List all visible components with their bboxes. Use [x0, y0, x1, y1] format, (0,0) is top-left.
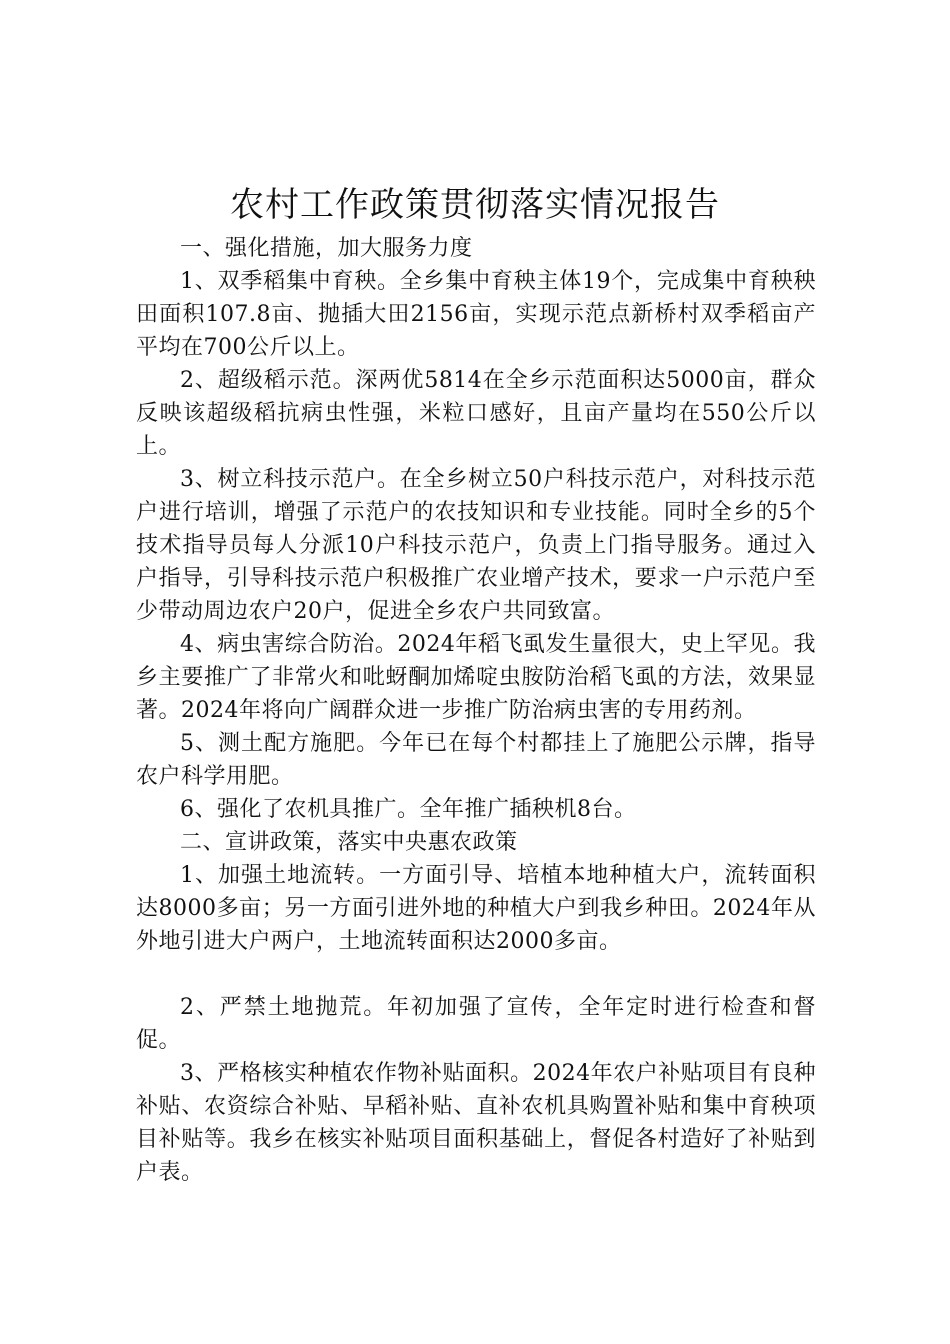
document-body — [136, 232, 816, 1189]
paragraph-1-5: 5、测土配方施肥。今年已在每个村都挂上了施肥公示牌，指导农户科学用肥。 — [136, 731, 816, 789]
paragraph-1-1: 1、双季稻集中育秧。全乡集中育秧主体19个，完成集中育秧秧田面积107.8亩、抛插大田2156亩，实现示范点新桥村双季稻亩产平均在700公斤以上。 — [136, 269, 816, 360]
paragraph-2-2: 2、严禁土地抛荒。年初加强了宣传，全年定时进行检查和督促。 — [136, 995, 816, 1053]
section-heading-1: 一、强化措施，加大服务力度 — [180, 236, 473, 261]
paragraph-1-4: 4、病虫害综合防治。2024年稻飞虱发生量很大，史上罕见。我乡主要推广了非常火和吡蚜酮加烯啶虫胺防治稻飞虱的方法，效果显著。2024年将向广阔群众进一步推广防治病虫害的专用药剂。 — [136, 632, 816, 723]
paragraph-2-3: 3、严格核实种植农作物补贴面积。2024年农户补贴项目有良种补贴、农资综合补贴、早稻补贴、直补农机具购置补贴和集中育秧项目补贴等。我乡在核实补贴项目面积基础上，督促各村造好了补贴到户表。 — [136, 1061, 816, 1185]
document-title: 农村工作政策贯彻落实情况报告 — [230, 185, 720, 225]
paragraph-1-6: 6、强化了农机具推广。全年推广插秧机8台。 — [180, 797, 637, 822]
paragraph-1-3: 3、树立科技示范户。在全乡树立50户科技示范户，对科技示范户进行培训，增强了示范户的农技知识和专业技能。同时全乡的5个技术指导员每人分派10户科技示范户，负责上门指导服务。通过入户指导，引导科技示范户积极推广农业增产技术，要求一户示范户至少带动周边农户20户，促进全乡农户共同致富。 — [136, 467, 816, 624]
section-heading-2: 二、宣讲政策，落实中央惠农政策 — [180, 830, 518, 855]
paragraph-1-2: 2、超级稻示范。深两优5814在全乡示范面积达5000亩，群众反映该超级稻抗病虫性强，米粒口感好，且亩产量均在550公斤以上。 — [136, 368, 816, 459]
paragraph-2-1: 1、加强土地流转。一方面引导、培植本地种植大户，流转面积达8000多亩；另一方面引进外地的种植大户到我乡种田。2024年从外地引进大户两户，土地流转面积达2000多亩。 — [136, 863, 816, 954]
